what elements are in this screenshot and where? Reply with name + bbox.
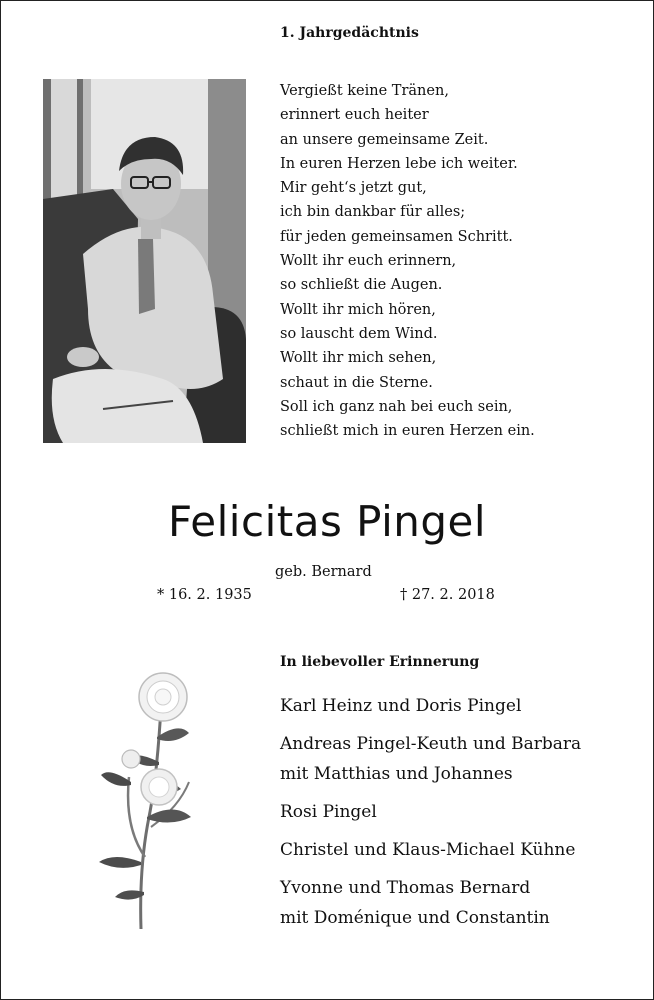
mourner-entry xyxy=(280,797,645,827)
mourner-line: Karl Heinz und Doris Pingel xyxy=(280,696,522,716)
poem-line: Mir geht‘s jetzt gut, xyxy=(280,180,427,197)
poem-line: Soll ich ganz nah bei euch sein, xyxy=(280,398,513,415)
poem-line: so schließt die Augen. xyxy=(280,277,443,294)
ranunculus-flower-icon xyxy=(79,667,229,932)
memorial-poem xyxy=(280,79,640,443)
deceased-name: Felicitas Pingel xyxy=(167,497,487,546)
birth-date: * 16. 2. 1935 xyxy=(157,587,252,603)
mourner-line: Christel und Klaus-Michael Kühne xyxy=(280,840,576,860)
portrait-photo xyxy=(43,79,246,443)
mourner-entry xyxy=(280,835,645,865)
mourner-line: mit Matthias und Johannes xyxy=(280,764,513,784)
poem-line: Vergießt keine Tränen, xyxy=(280,83,449,99)
poem-line: schaut in die Sterne. xyxy=(280,374,433,391)
mourner-line: Rosi Pingel xyxy=(280,802,377,822)
memory-heading: In liebevoller Erinnerung xyxy=(280,654,480,670)
anniversary-title: 1. Jahrgedächtnis xyxy=(280,25,419,41)
poem-line: für jeden gemeinsamen Schritt. xyxy=(280,228,513,245)
mourners-list xyxy=(280,691,645,941)
poem-line: schließt mich in euren Herzen ein. xyxy=(280,423,535,440)
death-date: † 27. 2. 2018 xyxy=(400,587,495,603)
poem-line: an unsere gemeinsame Zeit. xyxy=(280,131,489,148)
poem-line: Wollt ihr euch erinnern, xyxy=(280,253,457,270)
poem-line: Wollt ihr mich hören, xyxy=(280,301,436,318)
poem-line: Wollt ihr mich sehen, xyxy=(280,350,437,367)
maiden-name: geb. Bernard xyxy=(275,564,372,580)
poem-line: In euren Herzen lebe ich weiter. xyxy=(280,155,518,172)
mourner-entry xyxy=(280,873,645,933)
poem-line: so lauscht dem Wind. xyxy=(280,325,438,342)
mourner-entry xyxy=(280,691,645,721)
mourner-line: Yvonne und Thomas Bernard xyxy=(280,878,531,898)
poem-line: ich bin dankbar für alles; xyxy=(280,204,466,221)
mourner-line: mit Doménique und Constantin xyxy=(280,908,550,928)
poem-line: erinnert euch heiter xyxy=(280,107,429,124)
mourner-line: Andreas Pingel-Keuth und Barbara xyxy=(280,734,582,754)
mourner-entry xyxy=(280,729,645,789)
